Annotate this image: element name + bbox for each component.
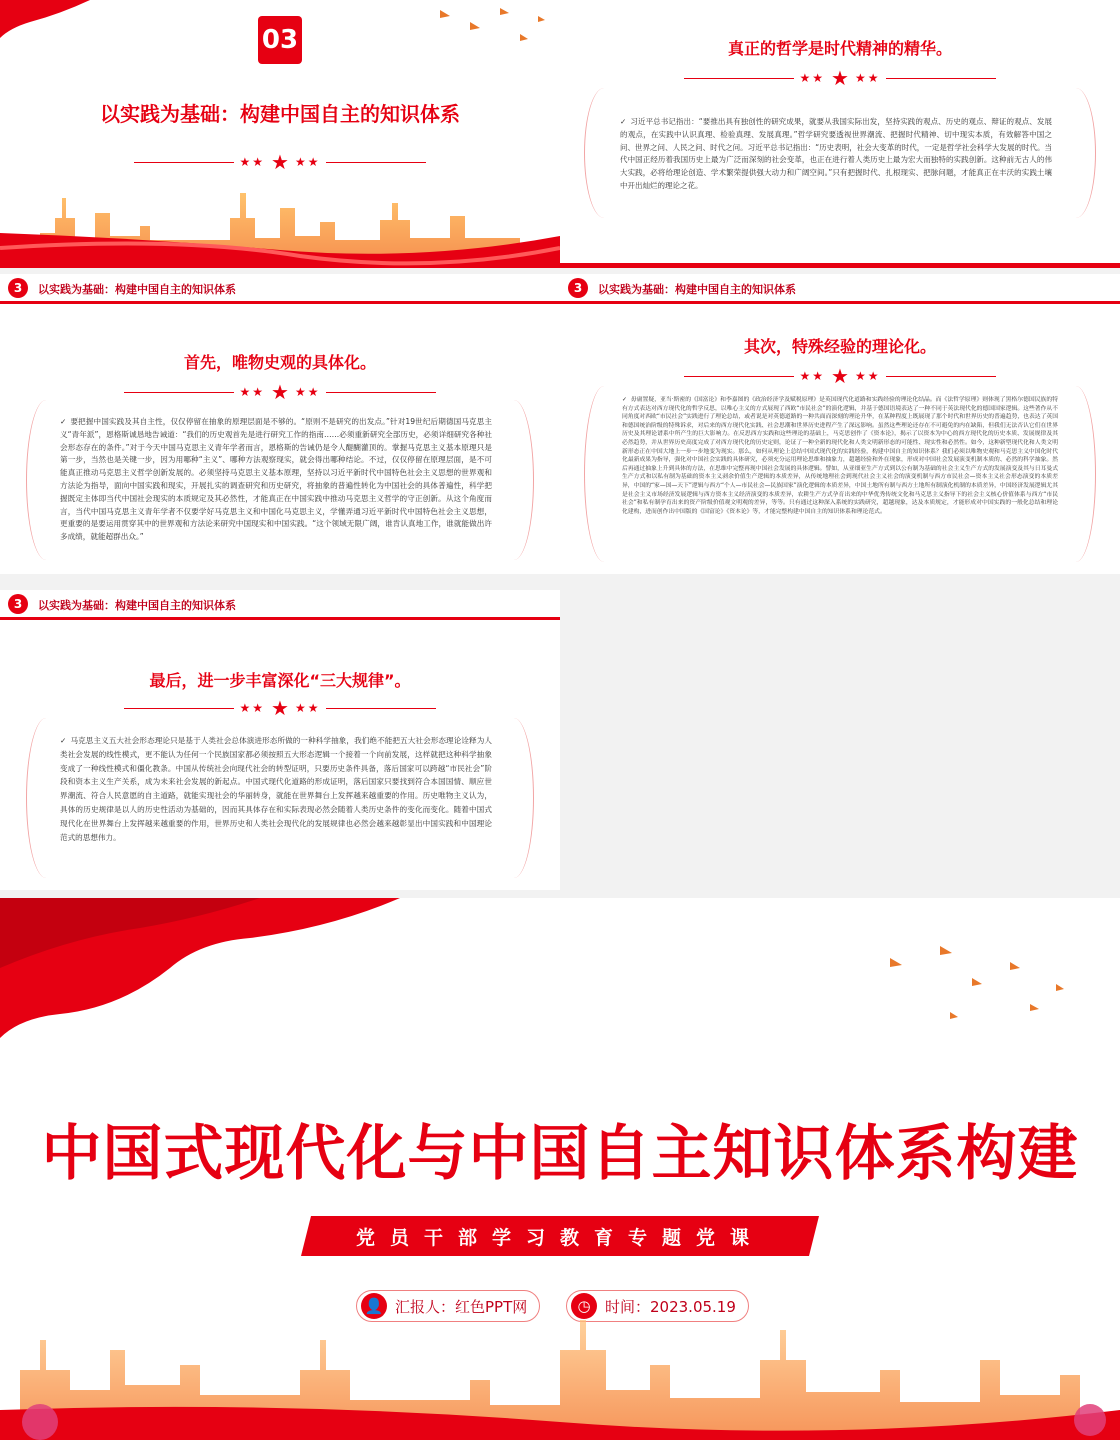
slide-historical-materialism[interactable] (0, 274, 560, 574)
clock-icon: ◷ (571, 1293, 597, 1319)
city-skyline-banner (0, 178, 560, 268)
stars-divider: ★★ ★ ★★ (130, 150, 430, 174)
main-title: 中国式现代化与中国自主知识体系构建 (41, 1119, 1079, 1189)
subtitle-text: 党员干部学习教育专题党课 (355, 1227, 764, 1249)
time-text: 时间：2023.05.19 (605, 1297, 736, 1316)
flag-corner-decoration (0, 0, 90, 40)
stars-divider: ★★ ★ ★★ (670, 364, 1010, 388)
check-icon: ✓ (620, 117, 627, 126)
check-icon: ✓ (622, 397, 627, 403)
right-arc-decoration (494, 400, 534, 560)
bottom-bar (560, 263, 1120, 268)
slide-three-laws[interactable] (0, 590, 560, 890)
right-arc-decoration (1056, 88, 1096, 218)
slide-body-text: ✓ 毋庸置疑，亚当·斯密的《国富论》和李嘉图的《政治经济学及赋税原理》是英国现代化道路和实践经验的理论化结晶。而《法哲学原理》则体现了黑格尔德国民族的特有方式表达对西方现代化的哲学反思，以唯心主义的方式展现了西欧“市民社会”的演化逻辑，并基于德国语境表达了一种不同于英法现代化的德国国家逻辑。这些著作从不同角度对西欧“市民社会”实践进行了理论总结，或者说是对英德道路的一种共面而深刻的理论升华，在某种程度上既展现了那个时代和世界历史的普遍趋势，也表达了英国和德国统治阶级的特殊诉求，对后来的西方现代化实践、社会思潮和世界历史进程产生了深远影响。虽然这些理论还存在不可避免的内在缺陷，但我们无法否认它们在世界历史及其理论谱系中所产生的巨大影响力。在反思西方实践和这些理论的基础上，马克思创作了《资本论》，揭示了以资本为中心的西方现代化的历史本质、发展规律及其必然趋势，并从世界历史高度完成了对西方现代化的历史定则，论证了一种全新的现代化和人类文明新形态的可能性、现实性和必然性。如今，这种新型现代化和人类文明新形态正在中国大地上一步一步地变为现实。那么，如何从理论上总结中国式现代化的实践经验，构建中国自主的知识体系？我们必须以唯物史观和马克思主义中国化时代化最新成果为指导，强化对中国社会实践的具体研究，必须充分运用理论思维和抽象力，超越经验和外在现象，形成对中国社会发展演变机制本质的、必然的科学抽象。然后再通过抽象上升到具体的方法，在思维中完整再现中国社会发展的具体逻辑。譬如，从亚细亚生产方式到以公有制为基础的社会主义生产方式的发展演变及其与日耳曼式生产方式和以私有制为基础的资本主义剥余价值生产逻辑的本质差异，从传统地理社会到现代社会主义社会的演变机制与西方市民社会—资本主义社会形态演变的本质差异，中国的“家—国—天下”逻辑与西方“个人—市民社会—民族国家”演化逻辑的本质差异，中国土地所有制与西方土地所有制演化机制的本质差异，中国经济发展逻辑尤其是社会主义市场经济发展逻辑与西方资本主义经济演变的本质差异，农耕生产方式孕育出来的中华优秀传统文化和马克思主义指导下的社会主义核心价值体系与西方“市民社会”和私有制孕育出来的资产阶级价值观文明观的差异，等等。只有通过这种深入系统的实践研究，超越现象，达及本质规定，才能形成对中国实践的一般化总结和理论化建构，进而创作出中国版的《国富论》《资本论》等，才能完整构建中国自主的知识体系和理论范式。 (622, 397, 1058, 515)
user-icon: 👤 (361, 1293, 387, 1319)
slide-special-experience[interactable] (560, 274, 1120, 574)
left-arc-decoration (584, 386, 624, 562)
right-arc-decoration (494, 718, 534, 878)
slide-header (0, 274, 560, 304)
stars-divider: ★★ ★ ★★ (670, 66, 1010, 90)
slide-section-cover[interactable] (0, 0, 560, 268)
check-icon: ✓ (60, 417, 67, 426)
birds-decoration (880, 938, 1080, 1048)
slide-subtitle: 首先，唯物史观的具体化。 (183, 353, 376, 372)
slide-header (560, 274, 1120, 304)
stars-divider: ★★ ★ ★★ (100, 696, 460, 720)
slide-subtitle: 其次，特殊经验的理论化。 (743, 337, 936, 356)
section-number-badge: 03 (258, 16, 302, 64)
check-icon: ✓ (60, 736, 67, 745)
slide-body-text: ✓ 马克思主义五大社会形态理论只是基于人类社会总体演进形态所做的一种科学抽象，我们绝不能把五大社会形态理论诠释为人类社会发展的线性模式，更不能认为任何一个民族国家都必须按照五大形态逻辑一个接着一个向前发展，这样就把这种科学抽象变成了一种线性模式和僵化教条。中国从传统社会向现代社会的转型证明，只要历史条件具备，落后国家可以跨越“市民社会”阶段和资本主义生产关系，成为未来社会发展的新起点。中国式现代化道路的形成证明，落后国家只要找到符合本国国情、顺应世界潮流、符合人民意愿的自主道路，就能实现社会的华丽转身，就能在世界舞台上发挥越来越重要的作用。历史唯物主义认为，具体的历史规律是以人的历史性活动为基础的，因而其具体存在和实际表现必然会随着人类历史条件的变化而变化。随着中国式现代化在世界舞台上发挥越来越重要的作用，世界历史和人类社会现代化的发展规律也必然会越来越彰显出中国实践和中国理论范式的思想伟力。 (60, 736, 492, 842)
section-number-icon: 3 (568, 278, 588, 298)
slide-title-cover[interactable] (0, 898, 1120, 1440)
slide-subtitle: 最后，进一步丰富深化“三大规律”。 (149, 671, 411, 690)
section-title: 以实践为基础：构建中国自主的知识体系 (100, 102, 460, 126)
reporter-text: 汇报人：红色PPT网 (395, 1297, 528, 1316)
slide-philosophy[interactable] (560, 0, 1120, 268)
section-number-icon: 3 (8, 278, 28, 298)
section-number-icon: 3 (8, 594, 28, 614)
header-label: 以实践为基础：构建中国自主的知识体系 (38, 283, 236, 296)
slide-subtitle: 真正的哲学是时代精神的精华。 (727, 39, 952, 58)
slide-body-text: ✓ 习近平总书记指出：“要推出具有独创性的研究成果，就要从我国实际出发，坚持实践的观点、历史的观点、辩证的观点、发展的观点，在实践中认识真理、检验真理、发展真理。”哲学研究要透视世界潮流、把握时代精神、切中现实本质，有效解答中国之问、世界之问、人民之问、时代之问。习近平总书记指出：“历史表明，社会大变革的时代，一定是哲学社会科学大发展的时代。当代中国正经历着我国历史上最为广泛而深刻的社会变革，也正在进行着人类历史上最为宏大而独特的实践创新。这种前无古人的伟大实践，必将给理论创造、学术繁荣提供强大动力和广阔空间。”只有把握时代、扎根现实、把脉问题，才能真正在丰沃的实践土壤中开出灿烂的理论之花。 (620, 117, 1052, 190)
city-skyline-banner (0, 1310, 1120, 1440)
right-arc-decoration (1056, 386, 1096, 562)
header-label: 以实践为基础：构建中国自主的知识体系 (38, 599, 236, 612)
slide-body-text: ✓ 要把握中国实践及其自主性，仅仅停留在抽象的原理层面是不够的。“原则不是研究的出发点。”针对19世纪后期德国马克思主义“青年派”，恩格斯诚恳地告诫道：“我们的历史观首先是进行研究工作的指南……必须重新研究全部历史，必须详细研究各种社会形态存在的条件。”对于今天中国马克思主义青年学者而言，恩格斯的告诫仍是令人醍醐灌顶的。掌握马克思主义基本原理只是第一步，当然也是关键一步，因为用哪种“主义”、哪种方法观察现实，就会得出哪种结论。不过，仅仅停留在原理层面，是不可能真正推动马克思主义哲学创新发展的。必须坚持马克思主义基本原理，坚持以习近平新时代中国特色社会主义思想的世界观和方法论为指导，面向中国实践和现实，开展扎实的调查研究和历史研究，将抽象的普遍性转化为中国社会的具体普遍性，科学把握既定主体即当代中国社会现实的本质规定及其必然性，才能真正在中国实践中推动马克思主义哲学的守正创新。从这个角度而言，当代中国马克思主义青年学者不仅要学好马克思主义和中国化马克思主义，学懂弄通习近平新时代中国特色社会主义思想，更重要的是要运用贯穿其中的世界观和方法论来研究中国现实和中国实践。“这个领域无限广阔，谁肯认真地工作，谁就能做出许多成绩，就能超群出众。” (60, 417, 492, 542)
slide-header (0, 590, 560, 620)
birds-decoration (420, 0, 560, 70)
header-label: 以实践为基础：构建中国自主的知识体系 (598, 283, 796, 296)
red-flag-decoration (0, 898, 400, 1038)
left-arc-decoration (584, 88, 627, 218)
stars-divider: ★★ ★ ★★ (100, 380, 460, 404)
